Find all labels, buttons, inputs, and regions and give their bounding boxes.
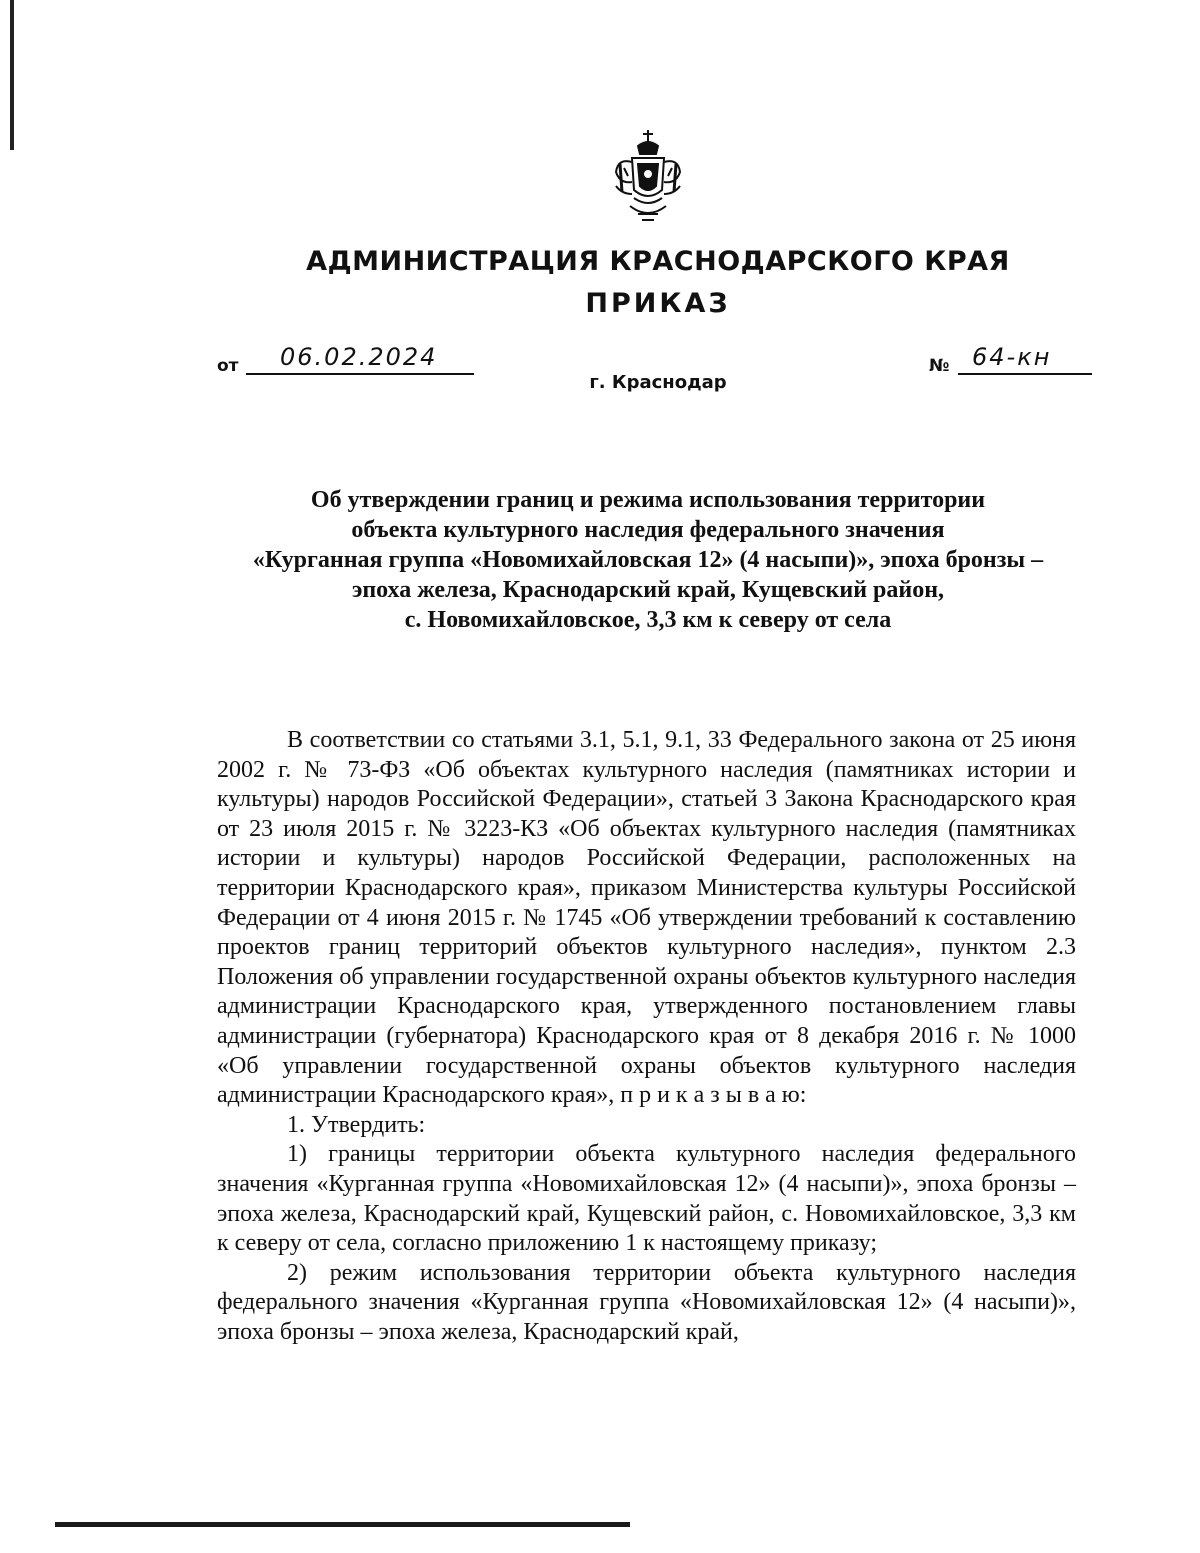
document-type: ПРИКАЗ: [585, 288, 731, 319]
city: г. Краснодар: [589, 372, 727, 393]
number-handwritten: 64-кн: [972, 343, 1052, 371]
item-1-1: 1) границы территории объекта культурного наследия федерального значения «Курганная группа «Новомихайловская 12» (4 насыпи)», эпоха бронзы – эпоха железа, Краснодарский край, Кущевский район, с. Новомихайловское, 3,3 км к северу от села, согласно приложению 1 к настоящему приказу;: [217, 1141, 1076, 1257]
item-1-2: 2) режим использования территории объекта культурного наследия федерального значения «Курганная группа «Новомихайловская 12» (4 насыпи)», эпоха бронзы – эпоха железа, Краснодарский край,: [217, 1259, 1076, 1345]
date-label: от: [217, 356, 239, 376]
title-line: эпоха железа, Краснодарский край, Кущевский район,: [351, 577, 945, 603]
title-line: Об утверждении границ и режима использования территории: [310, 487, 986, 513]
title-line: объекта культурного наследия федерального значения: [351, 517, 945, 543]
preamble-paragraph: В соответствии со статьями 3.1, 5.1, 9.1, 33 Федерального закона от 25 июня 2002 г. № 73-ФЗ «Об объектах культурного наследия (памятниках истории и культуры) народов Российской Федерации», статьей 3 Закона Краснодарского края от 23 июля 2015 г. № 3223-КЗ «Об объектах культурного наследия (памятниках истории и культуры) народов Российской Федерации, расположенных на территории Краснодарского края», приказом Министерства культуры Российской Федерации от 4 июня 2015 г. № 1745 «Об утверждении требований к составлению проектов границ территорий объектов культурного наследия», пунктом 2.3 Положения об управлении государственной охраны объектов культурного наследия администрации Краснодарского края, утвержденного постановлением главы администрации (губернатора) Краснодарского края от 8 декабря 2016 г. № 1000 «Об управлении государственной охраны объектов культурного наследия администрации Краснодарского края», п р и к а з ы в а ю:: [217, 727, 1076, 1109]
agency-name: АДМИНИСТРАЦИЯ КРАСНОДАРСКОГО КРАЯ: [306, 246, 1010, 277]
document-title: [200, 485, 1096, 635]
document-body: [217, 726, 1076, 1347]
title-line: с. Новомихайловское, 3,3 км к северу от села: [404, 607, 892, 633]
title-line: «Курганная группа «Новомихайловская 12» (4 насыпи)», эпоха бронзы –: [252, 547, 1044, 573]
number-label: №: [929, 356, 950, 376]
scan-edge-left: [10, 0, 14, 150]
date-handwritten: 06.02.2024: [280, 343, 438, 371]
scan-edge-bottom: [55, 1522, 630, 1527]
item-1: 1. Утвердить:: [287, 1111, 426, 1138]
coat-of-arms-icon: [612, 128, 684, 226]
